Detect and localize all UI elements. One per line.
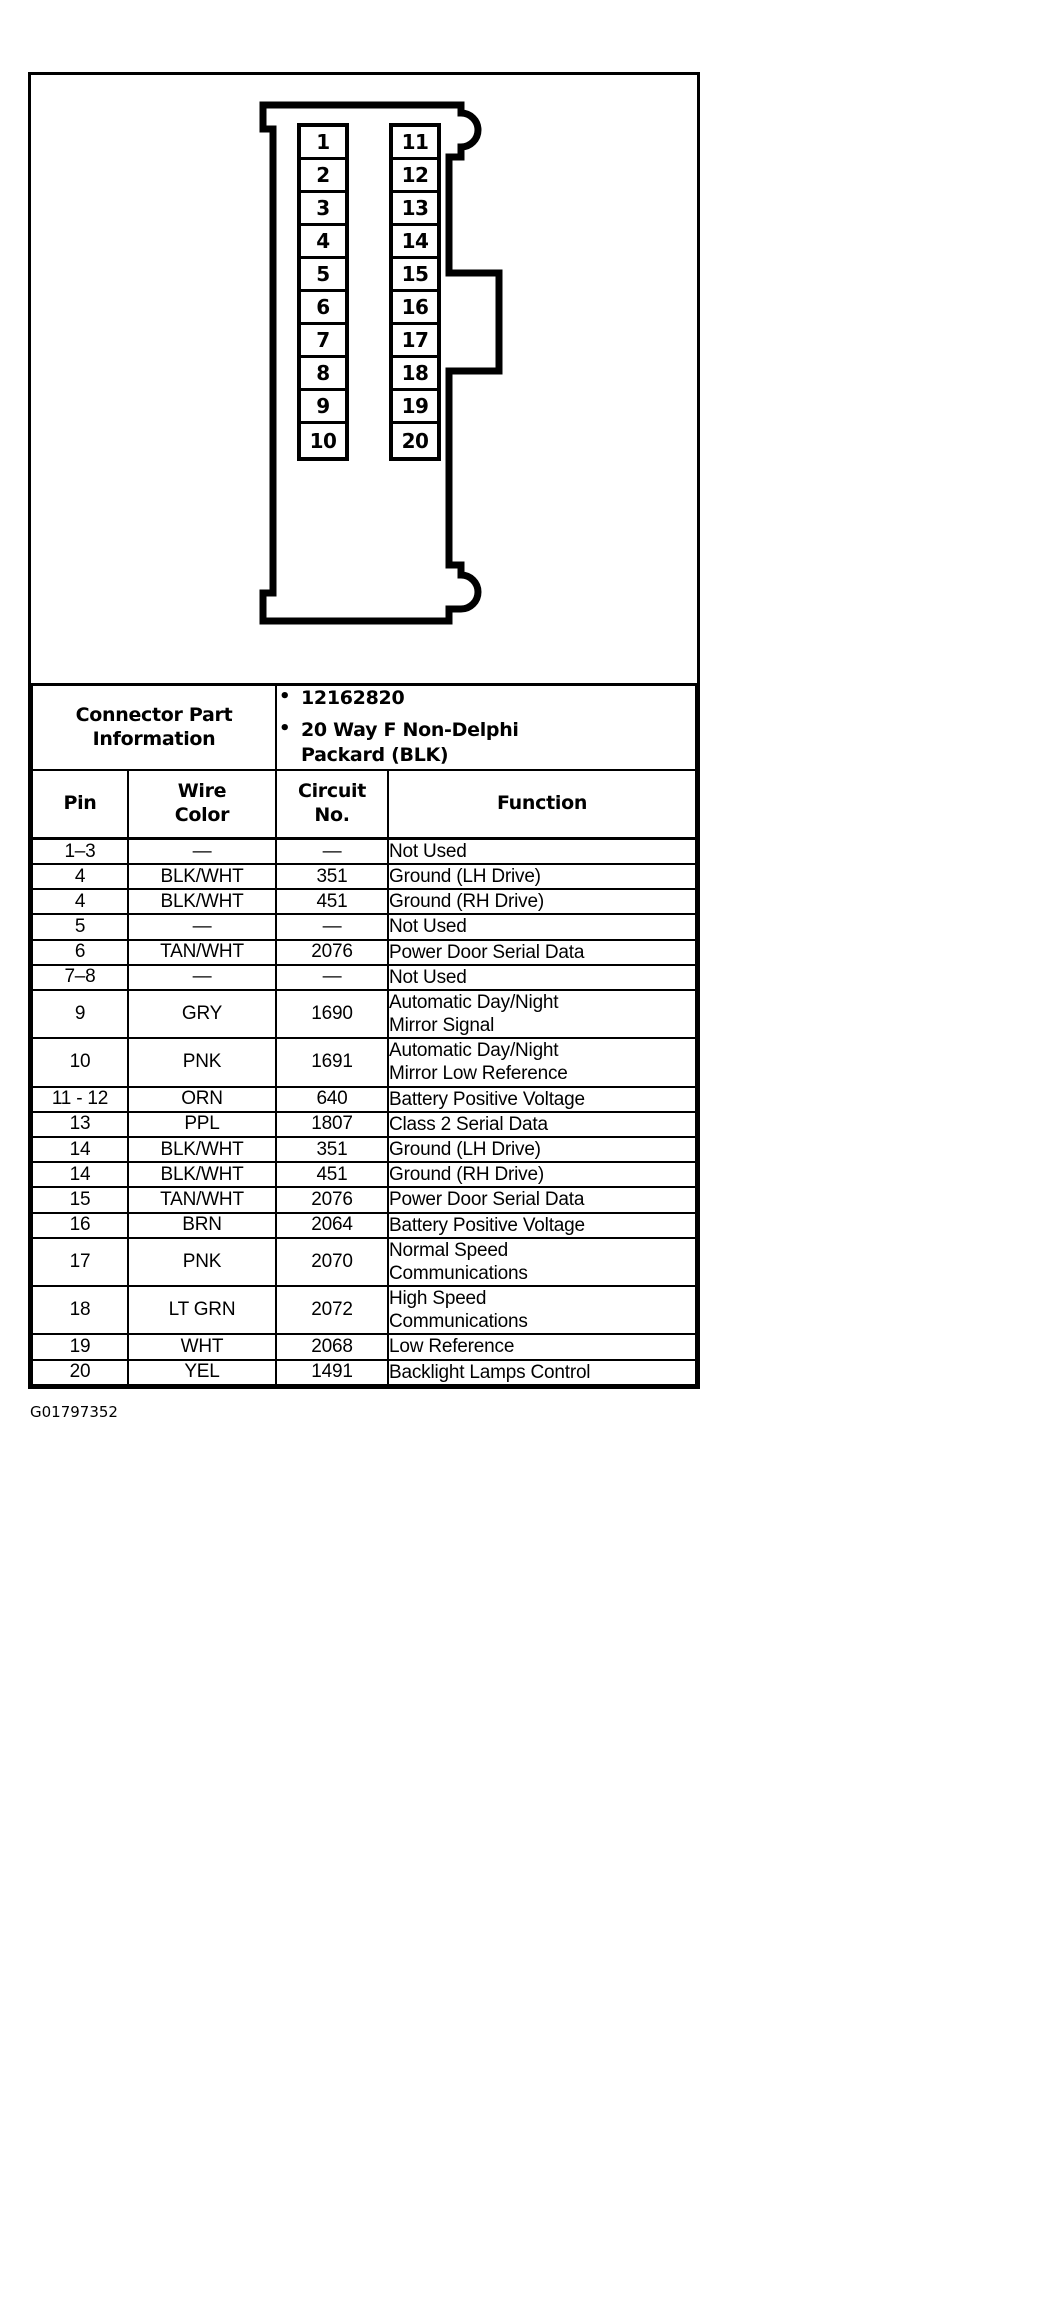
cell-function-line2: Communications xyxy=(389,1262,528,1284)
pin-cell: 10 xyxy=(301,424,345,457)
pin-cell: 4 xyxy=(301,226,345,259)
table-row xyxy=(32,940,696,965)
cell-pin: 14 xyxy=(32,1137,128,1162)
connector-part-information-values xyxy=(276,685,696,770)
pin-cell: 17 xyxy=(393,325,437,358)
pin-cell: 20 xyxy=(393,424,437,457)
cell-pin: 13 xyxy=(32,1112,128,1137)
cell-wire-color: PNK xyxy=(128,1038,276,1086)
cell-function-line2: Mirror Low Reference xyxy=(389,1063,568,1085)
connector-diagram xyxy=(31,75,697,683)
cpi-item2-line2: Packard (BLK) xyxy=(301,744,449,767)
pin-cell: 1 xyxy=(301,127,345,160)
pin-column-left xyxy=(297,123,349,461)
pin-cell: 13 xyxy=(393,193,437,226)
table-row xyxy=(32,1162,696,1187)
cell-circuit-no: 2076 xyxy=(276,1187,388,1212)
cell-pin: 7–8 xyxy=(32,965,128,990)
header-pin: Pin xyxy=(32,770,128,839)
table-row xyxy=(32,1087,696,1112)
cell-circuit-no: 351 xyxy=(276,1137,388,1162)
cell-circuit-no: 1691 xyxy=(276,1038,388,1086)
table-row xyxy=(32,1334,696,1359)
cell-function: Power Door Serial Data xyxy=(388,940,696,965)
cpi-list-item xyxy=(277,718,695,769)
pin-cell: 3 xyxy=(301,193,345,226)
cell-wire-color: GRY xyxy=(128,990,276,1038)
cell-circuit-no: 1690 xyxy=(276,990,388,1038)
cell-function: Ground (RH Drive) xyxy=(388,1162,696,1187)
cell-pin: 6 xyxy=(32,940,128,965)
cell-pin: 11 - 12 xyxy=(32,1087,128,1112)
table-row xyxy=(32,1360,696,1385)
cell-circuit-no: 2076 xyxy=(276,940,388,965)
table-row xyxy=(32,1137,696,1162)
cell-function: Not Used xyxy=(388,914,696,939)
cell-function xyxy=(388,1286,696,1334)
pin-cell: 15 xyxy=(393,259,437,292)
cell-function-line1: Normal Speed xyxy=(389,1239,509,1261)
header-circuit-no-line1: Circuit xyxy=(297,780,367,803)
table-row xyxy=(32,965,696,990)
cell-wire-color: PPL xyxy=(128,1112,276,1137)
cell-function xyxy=(388,990,696,1038)
cell-wire-color: PNK xyxy=(128,1238,276,1286)
cell-wire-color: ORN xyxy=(128,1087,276,1112)
cell-function-line2: Communications xyxy=(389,1311,528,1333)
cell-circuit-no: — xyxy=(276,965,388,990)
table-row xyxy=(32,1112,696,1137)
cpi-list xyxy=(277,686,695,769)
cell-function: Not Used xyxy=(388,965,696,990)
cell-function-line1: Automatic Day/Night xyxy=(389,991,559,1013)
table-header-row xyxy=(32,770,696,839)
cell-pin: 17 xyxy=(32,1238,128,1286)
table-row xyxy=(32,990,696,1038)
cell-function: Ground (RH Drive) xyxy=(388,889,696,914)
header-circuit-no-line2: No. xyxy=(314,803,350,826)
cell-circuit-no: 640 xyxy=(276,1087,388,1112)
cell-wire-color: BRN xyxy=(128,1213,276,1238)
cell-function: Not Used xyxy=(388,838,696,864)
cell-wire-color: TAN/WHT xyxy=(128,940,276,965)
cell-function: Ground (LH Drive) xyxy=(388,1137,696,1162)
cell-wire-color: YEL xyxy=(128,1360,276,1385)
header-wire-color-line2: Color xyxy=(174,803,230,826)
cell-circuit-no: 2070 xyxy=(276,1238,388,1286)
cell-function: Backlight Lamps Control xyxy=(388,1360,696,1385)
figure-caption: G01797352 xyxy=(30,1403,118,1421)
pinout-table xyxy=(31,683,697,1386)
connector-part-information-label xyxy=(32,685,276,770)
cell-wire-color: — xyxy=(128,914,276,939)
cell-circuit-no: 1807 xyxy=(276,1112,388,1137)
cell-pin: 4 xyxy=(32,864,128,889)
table-row xyxy=(32,1286,696,1334)
cell-circuit-no: — xyxy=(276,914,388,939)
cell-function-line1: Automatic Day/Night xyxy=(389,1040,559,1062)
header-function: Function xyxy=(388,770,696,839)
cell-function: Power Door Serial Data xyxy=(388,1187,696,1212)
cell-wire-color: WHT xyxy=(128,1334,276,1359)
cell-circuit-no: — xyxy=(276,838,388,864)
cell-pin: 18 xyxy=(32,1286,128,1334)
cell-circuit-no: 351 xyxy=(276,864,388,889)
cell-wire-color: BLK/WHT xyxy=(128,1162,276,1187)
cpi-label-line1: Connector Part xyxy=(75,703,233,726)
cell-pin: 10 xyxy=(32,1038,128,1086)
pin-cell: 14 xyxy=(393,226,437,259)
cell-function: Battery Positive Voltage xyxy=(388,1087,696,1112)
cpi-label-line2: Information xyxy=(92,728,216,751)
table-row xyxy=(32,889,696,914)
cell-pin: 5 xyxy=(32,914,128,939)
pin-cell: 19 xyxy=(393,391,437,424)
cell-function-line2: Mirror Signal xyxy=(389,1015,495,1037)
cell-circuit-no: 2064 xyxy=(276,1213,388,1238)
cell-function: Ground (LH Drive) xyxy=(388,864,696,889)
table-row xyxy=(32,914,696,939)
pin-cell: 9 xyxy=(301,391,345,424)
pin-grid xyxy=(297,123,441,461)
connector-part-information-row xyxy=(32,685,696,770)
cell-wire-color: BLK/WHT xyxy=(128,864,276,889)
header-wire-color xyxy=(128,770,276,839)
cell-circuit-no: 2072 xyxy=(276,1286,388,1334)
pin-cell: 16 xyxy=(393,292,437,325)
pin-cell: 11 xyxy=(393,127,437,160)
header-circuit-no xyxy=(276,770,388,839)
pin-cell: 8 xyxy=(301,358,345,391)
cell-pin: 15 xyxy=(32,1187,128,1212)
cell-wire-color: — xyxy=(128,965,276,990)
pin-column-right xyxy=(389,123,441,461)
cell-circuit-no: 2068 xyxy=(276,1334,388,1359)
pinout-table-body xyxy=(32,838,696,1384)
cell-function: Battery Positive Voltage xyxy=(388,1213,696,1238)
pin-cell: 7 xyxy=(301,325,345,358)
cell-pin: 19 xyxy=(32,1334,128,1359)
cell-function: Low Reference xyxy=(388,1334,696,1359)
pin-cell: 6 xyxy=(301,292,345,325)
cell-circuit-no: 451 xyxy=(276,889,388,914)
header-wire-color-line1: Wire xyxy=(177,780,227,803)
cell-pin: 9 xyxy=(32,990,128,1038)
pin-cell: 18 xyxy=(393,358,437,391)
pin-cell: 2 xyxy=(301,160,345,193)
cell-circuit-no: 451 xyxy=(276,1162,388,1187)
cell-pin: 1–3 xyxy=(32,838,128,864)
table-row xyxy=(32,864,696,889)
cell-wire-color: TAN/WHT xyxy=(128,1187,276,1212)
pin-cell: 5 xyxy=(301,259,345,292)
cell-function xyxy=(388,1238,696,1286)
cpi-list-item: • 12162820 xyxy=(277,686,695,712)
figure-frame xyxy=(28,72,700,1389)
cell-circuit-no: 1491 xyxy=(276,1360,388,1385)
cell-pin: 14 xyxy=(32,1162,128,1187)
cell-wire-color: — xyxy=(128,838,276,864)
cell-function: Class 2 Serial Data xyxy=(388,1112,696,1137)
cell-pin: 16 xyxy=(32,1213,128,1238)
cell-function xyxy=(388,1038,696,1086)
cell-wire-color: LT GRN xyxy=(128,1286,276,1334)
table-row xyxy=(32,1038,696,1086)
cell-wire-color: BLK/WHT xyxy=(128,1137,276,1162)
table-row xyxy=(32,1213,696,1238)
cell-pin: 20 xyxy=(32,1360,128,1385)
cpi-item2-line1: 20 Way F Non-Delphi xyxy=(301,718,519,741)
cell-function-line1: High Speed xyxy=(389,1288,487,1310)
table-row xyxy=(32,838,696,864)
table-row xyxy=(32,1238,696,1286)
cell-pin: 4 xyxy=(32,889,128,914)
pin-cell: 12 xyxy=(393,160,437,193)
cell-wire-color: BLK/WHT xyxy=(128,889,276,914)
table-row xyxy=(32,1187,696,1212)
